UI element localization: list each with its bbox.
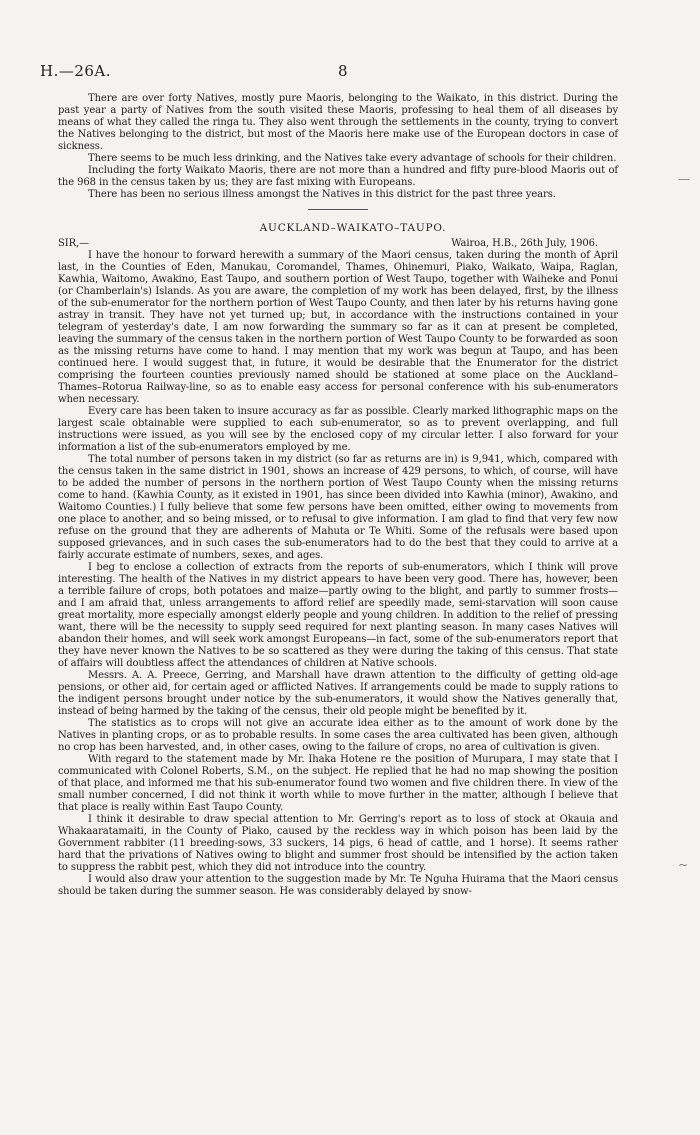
paragraph: There has been no serious illness amongst the Natives in this district for the past three years. xyxy=(88,189,556,200)
paragraph: Including the forty Waikato Maoris, there are not more than a hundred and fifty pure-blood Maoris out of the 968 in the census taken by us; they are fast mixing with Europeans. xyxy=(58,165,618,188)
paragraph: I have the honour to forward herewith a summary of the Maori census, taken during the month of April last, in the Counties of Eden, Manukau, Coromandel, Thames, Ohinemuri, Piako, Waikato, Waipa, Raglan, Kawhia, Waitomo, Awakino, East Taupo, and southern portion of West Taupo, together with Waiheke and Ponui (or Chamberlain's) Islands. As you are aware, the completion of my work has been delayed, first, by the illness of the sub-enumerator for the northern portion of West Taupo County, and then later by his returns having gone astray in transit. They have not yet turned up; but, in accordance with the instructions contained in your telegram of yesterday's date, I am now forwarding the summary so far as it can at present be completed, leaving the summary of the census taken in the northern portion of West Taupo County to be forwarded as soon as the missing returns have come to hand. I may mention that my work was begun at Taupo, and has been continued here. I would suggest that, in future, it would be desirable that the Enumerator for the district comprising the fourteen counties previously named should be stationed at some place on the Auckland–Thames–Rotorua Railway-line, so as to enable easy access for personal conference with his sub-enumerators when necessary. xyxy=(58,250,618,405)
margin-mark-icon: — xyxy=(678,172,690,186)
margin-mark-icon: ~ xyxy=(678,858,689,872)
page-number: 8 xyxy=(338,62,348,80)
paragraph: There seems to be much less drinking, and the Natives take every advantage of schools for their children. xyxy=(88,153,617,164)
paragraph: With regard to the statement made by Mr. Ihaka Hotene re the position of Murupara, I may state that I communicated with Colonel Roberts, S.M., on the subject. He replied that he had no map showing the position of that place, and informed me that his sub-enumerator found two women and five children there. In view of the small number concerned, I did not think it worth while to move further in the matter, although I believe that that place is really within East Taupo County. xyxy=(58,754,618,813)
document-body xyxy=(58,93,618,898)
place-date: Wairoa, H.B., 26th July, 1906. xyxy=(451,238,598,249)
paragraph: The total number of persons taken in my district (so far as returns are in) is 9,941, which, compared with the census taken in the same district in 1901, shows an increase of 429 persons, to which, of course, will have to be added the number of persons in the northern portion of West Taupo County when the missing returns come to hand. (Kawhia County, as it existed in 1901, has since been divided into Kawhia (minor), Awakino, and Waitomo Counties.) I fully believe that some few persons have been omitted, either owing to movements from one place to another, and so being missed, or to refusal to give information. I am glad to find that very few now refuse on the ground that they are adherents of Mahuta or Te Whiti. Some of the refusals were based upon supposed grievances, and in such cases the sub-enumerators had to do the best that they could to arrive at a fairly accurate estimate of numbers, sexes, and ages. xyxy=(58,454,618,561)
document-reference: H.—26A. xyxy=(40,62,112,80)
section-divider xyxy=(308,209,368,210)
paragraph: I think it desirable to draw special attention to Mr. Gerring's report as to loss of stock at Okauia and Whakaaratamaiti, in the County of Piako, caused by the reckless way in which poison has been laid by the Government rabbiter (11 breeding-sows, 33 suckers, 14 pigs, 6 head of cattle, and 1 horse). It seems rather hard that the privations of Natives owing to blight and summer frost should be intensified by the action taken to suppress the rabbit pest, which they did not introduce into the country. xyxy=(58,814,618,873)
paragraph: I would also draw your attention to the suggestion made by Mr. Te Nguha Huirama that the Maori census should be taken during the summer season. He was considerably delayed by snow- xyxy=(58,874,618,897)
section-heading: AUCKLAND–WAIKATO–TAUPO. xyxy=(259,222,447,234)
salutation: SIR,— xyxy=(58,238,90,249)
paragraph: The statistics as to crops will not give an accurate idea either as to the amount of work done by the Natives in planting crops, or as to probable results. In some cases the area cultivated has been given, although no crop has been harvested, and, in other cases, owing to the failure of crops, no area of cultivation is given. xyxy=(58,718,618,753)
paragraph: Every care has been taken to insure accuracy as far as possible. Clearly marked lithographic maps on the largest scale obtainable were supplied to each sub-enumerator, so as to prevent overlapping, and full instructions were issued, as you will see by the enclosed copy of my circular letter. I also forward for your information a list of the sub-enumerators employed by me. xyxy=(58,406,618,453)
paragraph: I beg to enclose a collection of extracts from the reports of sub-enumerators, which I think will prove interesting. The health of the Natives in my district appears to have been very good. There has, however, been a terrible failure of crops, both potatoes and maize—partly owing to the blight, and partly to summer frosts—and I am afraid that, unless arrangements to afford relief are speedily made, semi-starvation will soon cause great mortality, more especially amongst elderly people and young children. In addition to the relief of pressing want, there will be the necessity to supply seed required for next planting season. In many cases Natives will abandon their homes, and will seek work amongst Europeans—in fact, some of the sub-enumerators report that they have never known the Natives to be so scattered as they were during the taking of this census. That state of affairs will doubtless affect the attendances of children at Native schools. xyxy=(58,562,618,669)
paragraph: Messrs. A. A. Preece, Gerring, and Marshall have drawn attention to the difficulty of getting old-age pensions, or other aid, for certain aged or afflicted Natives. If arrangements could be made to supply rations to the indigent persons brought under notice by the sub-enumerators, it would show the Natives generally that, instead of being harmed by the taking of the census, their old people might be benefited by it. xyxy=(58,670,618,717)
paragraph: There are over forty Natives, mostly pure Maoris, belonging to the Waikato, in this district. During the past year a party of Natives from the south visited these Maoris, professing to heal them of all diseases by means of what they called the ringa tu. They also went through the settlements in the county, trying to convert the Natives belonging to the district, but most of the Maoris here make use of the European doctors in case of sickness. xyxy=(58,93,618,152)
letter-greeting xyxy=(58,238,618,250)
